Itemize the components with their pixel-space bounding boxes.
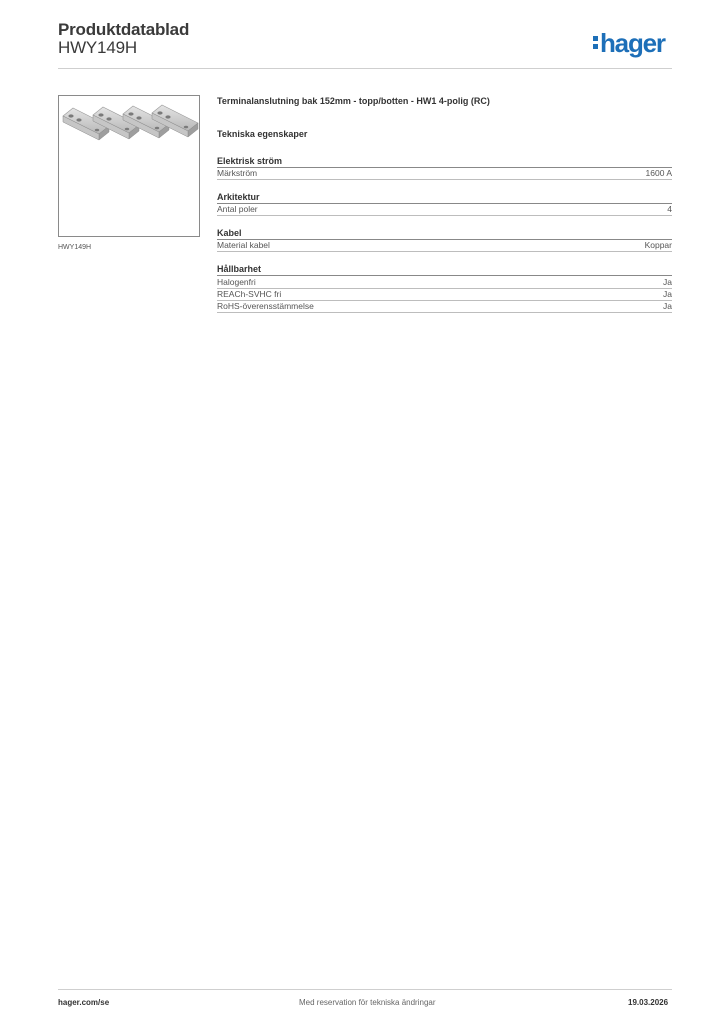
property-label: Halogenfri	[217, 277, 256, 287]
section-sustainability	[217, 263, 672, 313]
property-row	[217, 277, 672, 289]
property-value: Ja	[663, 277, 672, 287]
section-title: Arkitektur	[217, 191, 672, 204]
property-value: Ja	[663, 289, 672, 299]
product-details	[217, 95, 672, 313]
section-title: Hållbarhet	[217, 263, 672, 276]
hager-logo	[593, 28, 665, 58]
property-value: 4	[667, 204, 672, 214]
product-code: HWY149H	[58, 38, 137, 57]
property-value: Koppar	[644, 240, 672, 250]
property-row	[217, 168, 672, 180]
property-label: RoHS-överensstämmelse	[217, 301, 314, 311]
property-value: Ja	[663, 301, 672, 311]
property-label: Märkström	[217, 168, 258, 178]
property-row	[217, 240, 672, 252]
logo-text: hager	[600, 28, 665, 58]
footer-website: hager.com/se	[58, 998, 110, 1007]
footer-disclaimer: Med reservation för tekniska ändringar	[299, 998, 436, 1007]
property-value: 1600 A	[645, 168, 672, 178]
section-title: Kabel	[217, 227, 672, 240]
property-label: REACh-SVHC fri	[217, 289, 282, 299]
footer-date: 19.03.2026	[628, 998, 669, 1007]
property-row	[217, 204, 672, 216]
property-label: Antal poler	[217, 204, 258, 214]
logo-dots-icon	[593, 35, 599, 51]
property-row	[217, 301, 672, 313]
property-label: Material kabel	[217, 240, 270, 250]
product-title: Terminalanslutning bak 152mm - topp/botten - HW1 4-polig (RC)	[217, 96, 490, 106]
header-divider	[58, 68, 672, 69]
section-architecture	[217, 191, 672, 216]
properties-heading: Tekniska egenskaper	[217, 129, 308, 139]
product-image	[58, 95, 200, 237]
property-row	[217, 289, 672, 301]
section-cable	[217, 227, 672, 252]
section-electrical	[217, 155, 672, 180]
document-title: Produktdatablad	[58, 20, 190, 39]
terminal-connectors-illustration	[59, 96, 199, 236]
image-caption: HWY149H	[58, 244, 92, 251]
footer-divider	[58, 989, 672, 990]
section-title: Elektrisk ström	[217, 155, 672, 168]
